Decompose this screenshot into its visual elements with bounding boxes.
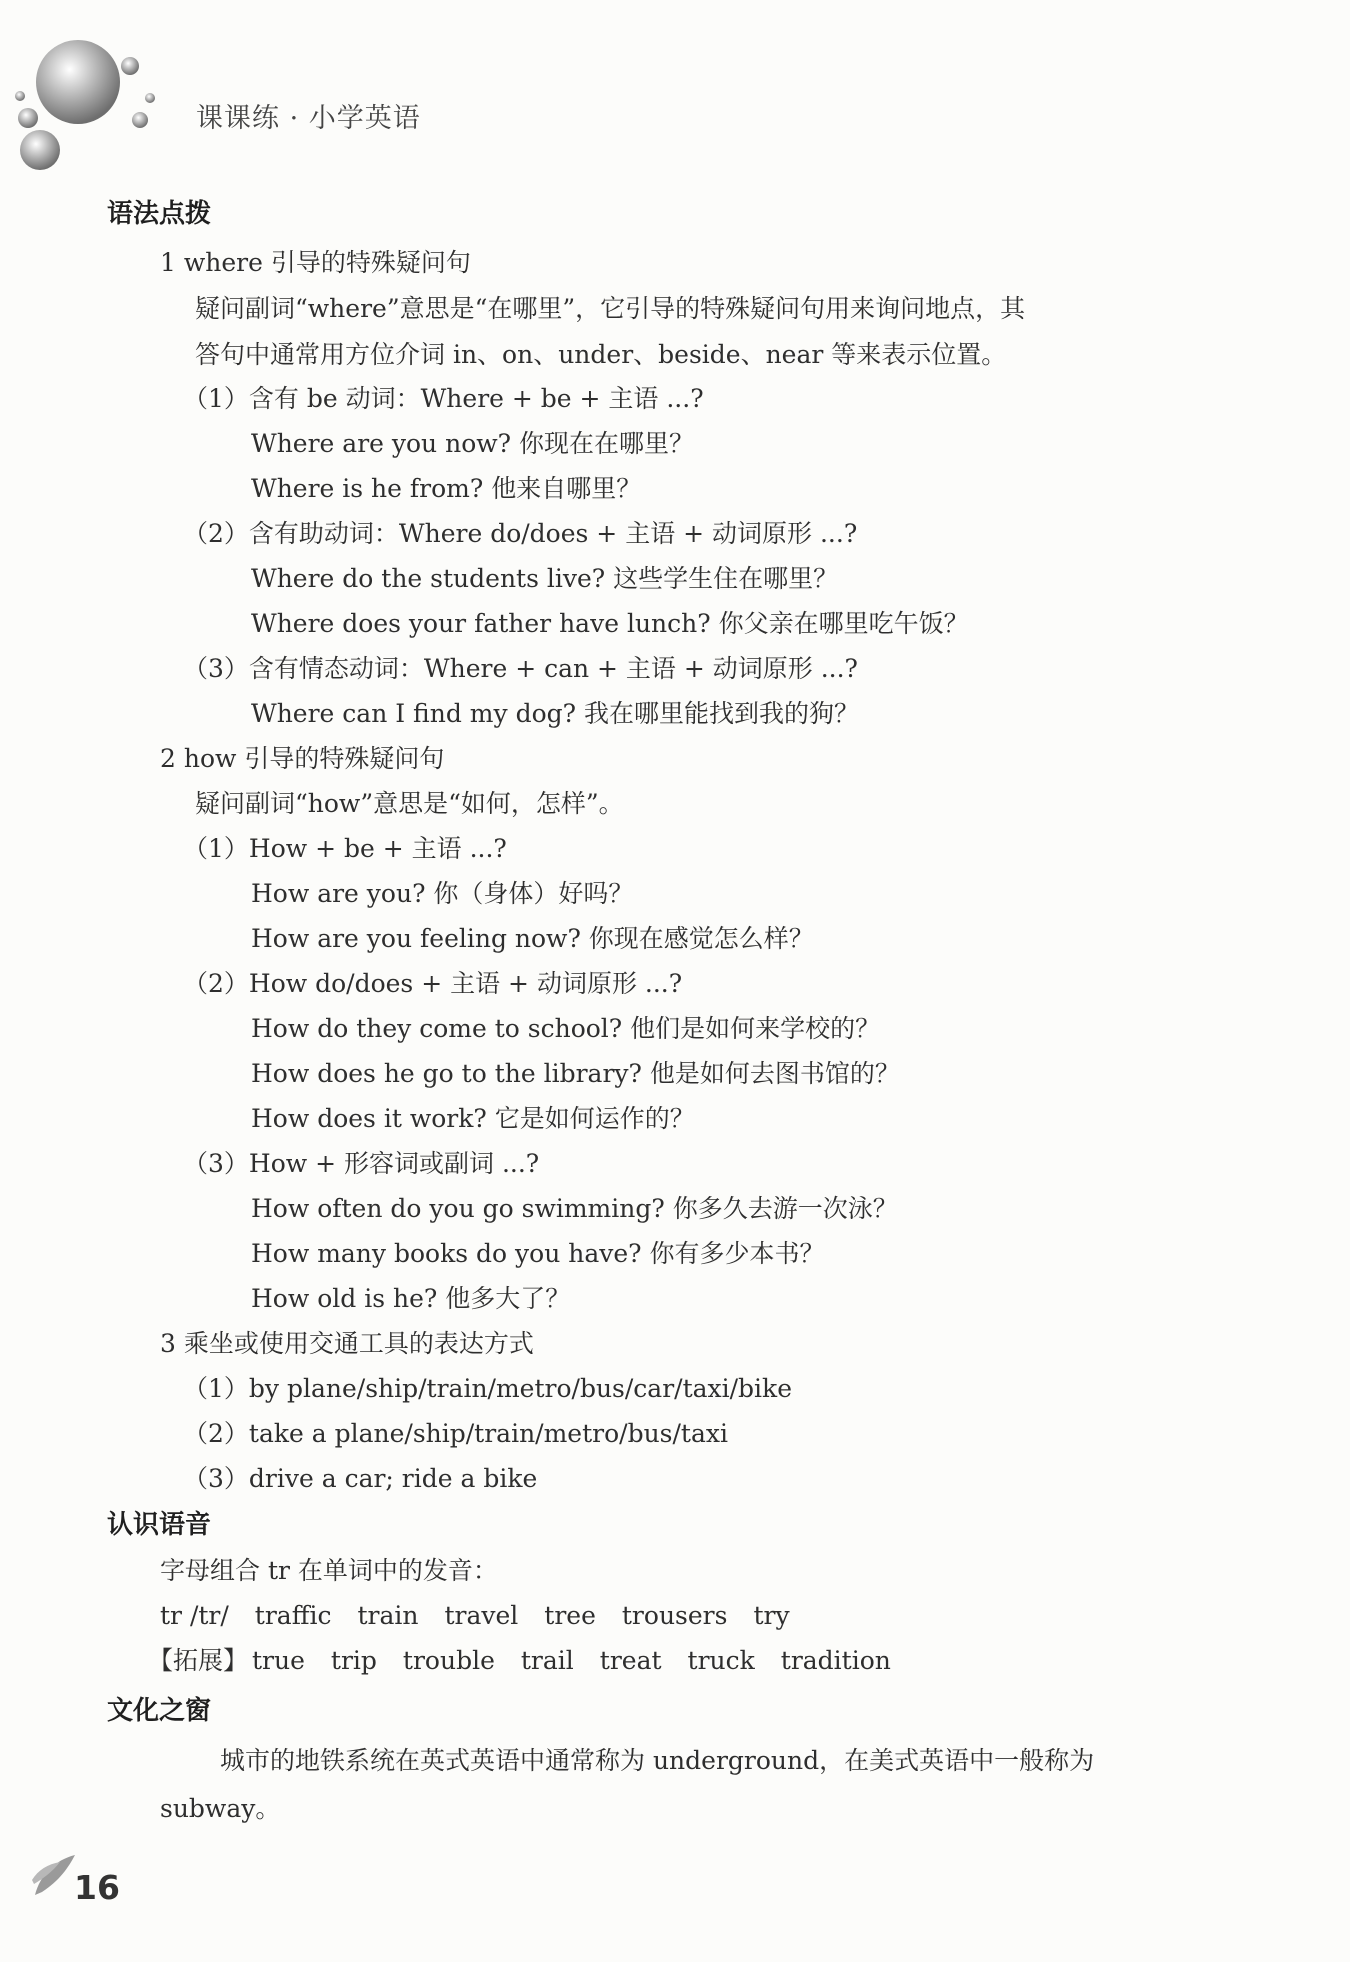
page-number: 16: [74, 1868, 120, 1907]
grammar-point-1-sub-1: （1）含有 be 动词：Where + be + 主语 ...?: [183, 384, 704, 413]
extension-label: 【拓展】: [148, 1646, 249, 1675]
extension-word: true: [252, 1646, 305, 1675]
culture-text-line1: 城市的地铁系统在英式英语中通常称为 underground，在美式英语中一般称为: [220, 1746, 1095, 1775]
example-sentence: How are you? 你（身体）好吗？: [251, 879, 634, 908]
example-sentence: How does it work? 它是如何运作的？: [251, 1104, 695, 1133]
example-sentence: Where can I find my dog? 我在哪里能找到我的狗？: [251, 699, 859, 728]
book-header-title: 课课练 · 小学英语: [196, 103, 421, 134]
grammar-point-2-sub-1: （1）How + be + 主语 ...?: [183, 834, 507, 863]
example-sentence: How many books do you have? 你有多少本书？: [251, 1239, 825, 1268]
grammar-point-1-desc-line1: 疑问副词“where”意思是“在哪里”，它引导的特殊疑问句用来询问地点，其: [195, 294, 1026, 323]
grammar-point-3-sub-3: （3）drive a car; ride a bike: [183, 1464, 538, 1493]
extension-word: treat: [599, 1646, 662, 1675]
extension-word: trail: [520, 1646, 574, 1675]
example-sentence: How does he go to the library? 他是如何去图书馆的？: [251, 1059, 900, 1088]
culture-text-line2: subway。: [160, 1794, 281, 1823]
extension-word: trouble: [402, 1646, 495, 1675]
phonics-word-list: [160, 1603, 816, 1628]
phonics-word: train: [357, 1601, 419, 1630]
phonics-word: tree: [544, 1601, 596, 1630]
example-sentence: Where is he from? 他来自哪里？: [251, 474, 642, 503]
grammar-point-1-desc-line2: 答句中通常用方位介词 in、on、under、beside、near 等来表示位置。: [195, 340, 1007, 369]
example-sentence: How are you feeling now? 你现在感觉怎么样？: [251, 924, 814, 953]
grammar-point-3-sub-1: （1）by plane/ship/train/metro/bus/car/taxi/bike: [183, 1374, 792, 1403]
grammar-point-3-sub-2: （2）take a plane/ship/train/metro/bus/taxi: [183, 1419, 728, 1448]
extension-word: tradition: [780, 1646, 891, 1675]
example-sentence: How do they come to school? 他们是如何来学校的？: [251, 1014, 881, 1043]
section-title-grammar: 语法点拨: [107, 199, 212, 229]
grammar-point-1-sub-2: （2）含有助动词：Where do/does + 主语 + 动词原形 ...?: [183, 519, 858, 548]
grammar-point-1-sub-3: （3）含有情态动词：Where + can + 主语 + 动词原形 ...?: [183, 654, 858, 683]
grammar-point-2-title: 2 how 引导的特殊疑问句: [160, 744, 445, 773]
grammar-point-1-title: 1 where 引导的特殊疑问句: [160, 248, 471, 277]
example-sentence: How often do you go swimming? 你多久去游一次泳？: [251, 1194, 898, 1223]
phonics-word: travel: [444, 1601, 519, 1630]
phonetic-symbol: tr /tr/: [160, 1601, 229, 1630]
section-title-phonics: 认识语音: [107, 1510, 212, 1540]
example-sentence: How old is he? 他多大了？: [251, 1284, 571, 1313]
example-sentence: Where do the students live? 这些学生住在哪里？: [251, 564, 839, 593]
extension-word: truck: [687, 1646, 755, 1675]
bubbles-decoration-icon: [0, 0, 180, 180]
phonics-word: trousers: [621, 1601, 728, 1630]
leaf-decoration-icon: [30, 1850, 80, 1900]
grammar-point-2-sub-3: （3）How + 形容词或副词 ...?: [183, 1149, 540, 1178]
phonics-word: try: [753, 1601, 790, 1630]
phonics-intro: 字母组合 tr 在单词中的发音：: [160, 1556, 498, 1585]
phonics-word: traffic: [254, 1601, 332, 1630]
extension-word: trip: [330, 1646, 377, 1675]
grammar-point-2-sub-2: （2）How do/does + 主语 + 动词原形 ...?: [183, 969, 683, 998]
phonics-extension-list: [148, 1648, 917, 1673]
grammar-point-3-title: 3 乘坐或使用交通工具的表达方式: [160, 1329, 534, 1358]
example-sentence: Where does your father have lunch? 你父亲在哪里吃午饭？: [251, 609, 969, 638]
example-sentence: Where are you now? 你现在在哪里？: [251, 429, 695, 458]
grammar-point-2-desc: 疑问副词“how”意思是“如何，怎样”。: [195, 789, 624, 818]
section-title-culture: 文化之窗: [107, 1696, 212, 1726]
